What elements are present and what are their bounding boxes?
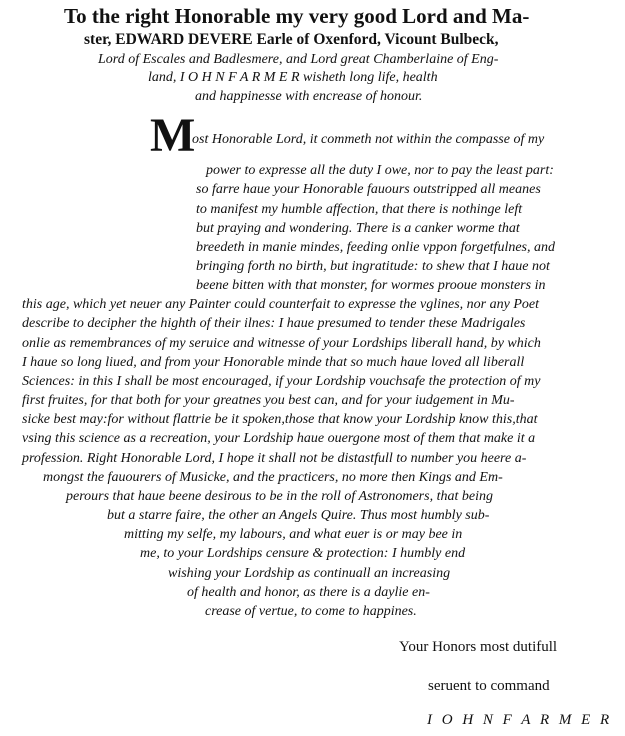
body-line: of health and honor, as there is a daylie en-: [187, 585, 430, 600]
dedication-subheading-line-2: land, I O H N F A R M E R wisheth long life, health: [148, 70, 438, 85]
body-line: to manifest my humble affection, that there is nothinge left: [196, 202, 523, 217]
body-line: vsing this science as a recreation, your Lordship haue ouergone most of them that make it a: [22, 431, 536, 446]
body-line: mongst the fauourers of Musicke, and the practicers, no more then Kings and Em-: [43, 470, 503, 485]
body-line: sicke best may:for without flattrie be it spoken,those that know your Lordship know this,that: [22, 412, 538, 427]
body-line: beene bitten with that monster, for wormes prooue monsters in: [196, 278, 546, 293]
body-line: perours that haue beene desirous to be in the roll of Astronomers, that being: [66, 489, 493, 504]
body-line: breedeth in manie mindes, feeding onlie vppon forgetfulnes, and: [196, 240, 556, 255]
body-line: but praying and wondering. There is a canker worme that: [196, 221, 520, 236]
body-first-line: ost Honorable Lord, it commeth not within the compasse of my: [192, 132, 545, 147]
body-line: onlie as remembrances of my seruice and witnesse of your Lordships liberall hand, by which: [22, 336, 541, 351]
body-line: but a starre faire, the other an Angels Quire. Thus most humbly sub-: [107, 508, 490, 523]
signature: I O H N F A R M E R: [427, 712, 613, 728]
body-line: I haue so long liued, and from your Honorable minde that so much haue loved all liberall: [22, 355, 525, 370]
dedication-heading-line-1: To the right Honorable my very good Lord and Ma-: [64, 4, 530, 28]
body-line: me, to your Lordships censure & protection: I humbly end: [140, 546, 466, 561]
closing-line-1: Your Honors most dutifull: [399, 639, 558, 655]
body-line: describe to decipher the highth of their ilnes: I haue presumed to tender these Madrigales: [22, 316, 526, 331]
body-line: first fruites, for that both for your greatnes you best can, and for your iudgement in Mu-: [22, 393, 515, 408]
drop-cap: M: [150, 109, 196, 162]
body-line: wishing your Lordship as continuall an increasing: [168, 566, 451, 581]
body-line: crease of vertue, to come to happines.: [205, 604, 417, 619]
dedication-subheading-line-1: Lord of Escales and Badlesmere, and Lord great Chamberlaine of Eng-: [98, 52, 499, 67]
body-line: mitting my selfe, my labours, and what euer is or may bee in: [124, 527, 463, 542]
body-line: this age, which yet neuer any Painter could counterfait to expresse the vglines, nor any Poet: [22, 297, 539, 312]
body-line: Sciences: in this I shall be most encouraged, if your Lordship vouchsafe the protection of my: [22, 374, 541, 389]
closing-line-2: seruent to command: [428, 678, 550, 694]
dedication-subheading-line-3: and happinesse with encrease of honour.: [195, 89, 423, 104]
body-line: so farre haue your Honorable fauours outstripped all meanes: [196, 182, 541, 197]
body-line: profession. Right Honorable Lord, I hope it shall not be distastfull to number you heere a-: [22, 451, 527, 466]
dedication-heading-line-2: ster, EDWARD DEVERE Earle of Oxenford, Vicount Bulbeck,: [84, 31, 499, 48]
body-line: bringing forth no birth, but ingratitude: to shew that I haue not: [196, 259, 550, 274]
body-line: power to expresse all the duty I owe, nor to pay the least part:: [206, 163, 554, 178]
